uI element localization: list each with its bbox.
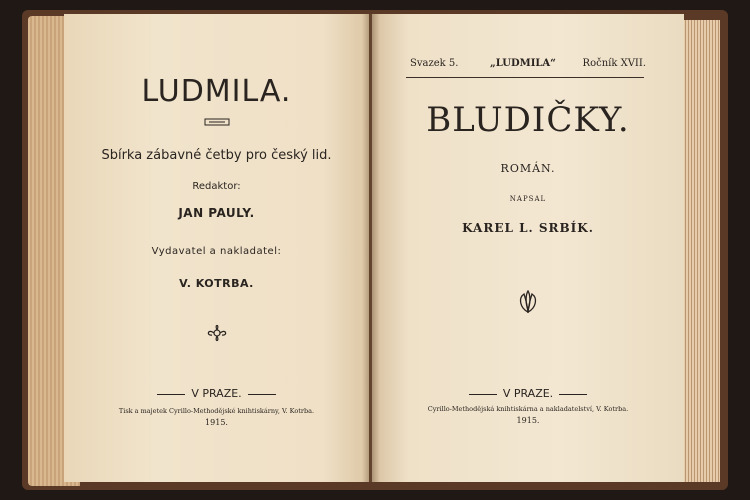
header-year-volume: Ročník XVII. [582, 58, 646, 69]
right-printer: Cyrillo-Methodějská knihtiskárna a nakladatelství, V. Kotrba. [427, 405, 629, 413]
genre: ROMÁN. [500, 162, 556, 175]
editor-label: Redaktor: [192, 181, 241, 192]
left-place-text: V PRAZE. [191, 387, 242, 400]
left-year: 1915. [205, 418, 228, 427]
left-page [64, 14, 369, 482]
left-place [64, 387, 369, 400]
right-page [372, 14, 684, 482]
right-place-text: V PRAZE. [502, 387, 554, 400]
right-place [372, 387, 684, 400]
running-header [410, 58, 646, 74]
gutter-shadow [362, 14, 380, 482]
rule-right [248, 394, 276, 395]
header-volume: Svazek 5. [410, 58, 459, 69]
page-edges-right [680, 20, 720, 482]
editor-name: JAN PAULY. [178, 206, 255, 220]
right-title: BLUDIČKY. [426, 100, 630, 140]
rule-left [157, 394, 185, 395]
header-series: „LUDMILA“ [490, 58, 556, 69]
left-title: LUDMILA. [141, 74, 292, 109]
left-subtitle: Sbírka zábavné četby pro český lid. [101, 148, 332, 163]
fleuron-icon [204, 322, 230, 344]
ornament-rule-icon [204, 117, 230, 127]
author-label: NAPSAL [509, 195, 547, 203]
right-year: 1915. [516, 416, 540, 425]
author-name: KAREL L. SRBÍK. [462, 221, 594, 235]
rule-right [559, 394, 587, 395]
publisher-label: Vydavatel a nakladatel: [151, 246, 282, 257]
flower-ornament-icon [514, 288, 542, 316]
left-printer: Tisk a majetek Cyrillo-Methodějské knihtiskárny, V. Kotrba. [118, 407, 315, 415]
header-rule [406, 77, 644, 78]
publisher-name: V. KOTRBA. [179, 277, 254, 290]
rule-left [469, 394, 497, 395]
